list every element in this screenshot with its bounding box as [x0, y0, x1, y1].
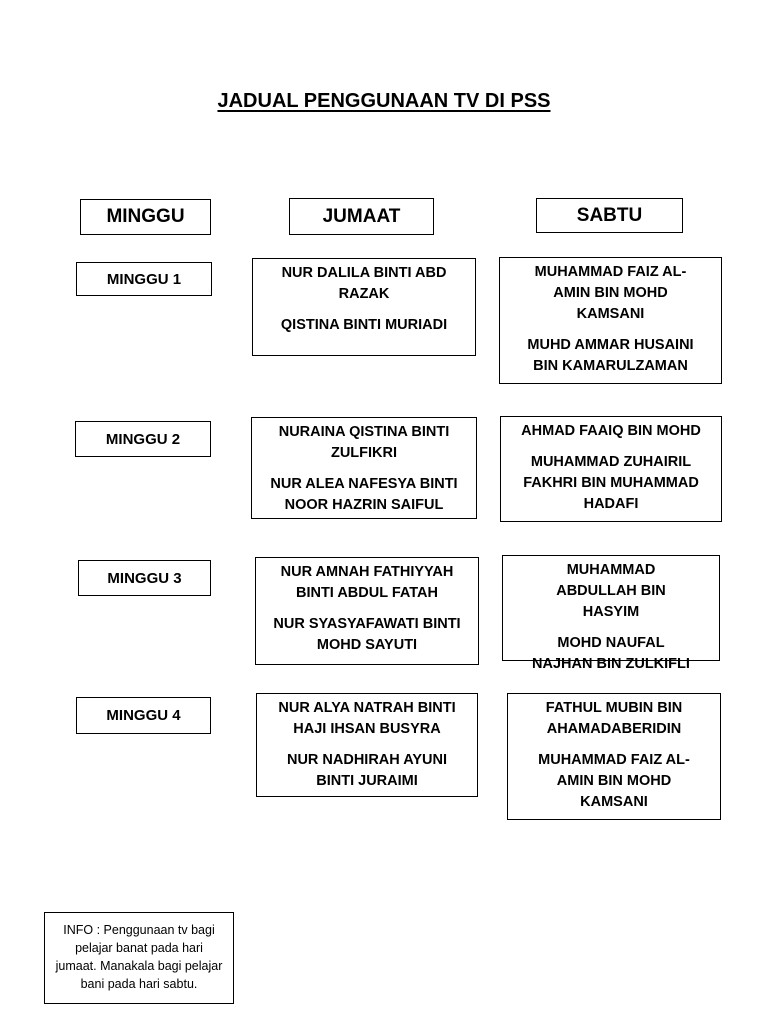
week-2-sabtu-box: [500, 416, 722, 522]
week-3-label-box: [78, 560, 211, 596]
week-3-jumaat-box: [255, 557, 479, 665]
week-3-label: MINGGU 3: [107, 569, 182, 587]
week-3-jumaat-name-2: NUR SYASYAFAWATI BINTI MOHD SAYUTI: [273, 616, 461, 653]
header-sabtu: [536, 198, 683, 233]
week-1-label: MINGGU 1: [106, 270, 182, 288]
week-1-jumaat-box: [252, 258, 476, 356]
week-1-jumaat-name-1: NUR DALILA BINTI ABD RAZAK: [281, 265, 447, 302]
week-4-label: MINGGU 4: [106, 707, 181, 724]
week-1-jumaat-name-2: QISTINA BINTI MURIADI: [280, 317, 448, 333]
week-4-label-box: [76, 697, 211, 734]
week-2-label: MINGGU 2: [105, 430, 181, 448]
week-4-jumaat-name-2: NUR NADHIRAH AYUNI BINTI JURAIMI: [286, 752, 448, 789]
header-minggu: [80, 199, 211, 235]
week-2-jumaat-name-2: NUR ALEA NAFESYA BINTI NOOR HAZRIN SAIFUL: [270, 476, 458, 513]
week-4-jumaat-box: [256, 693, 478, 797]
info-note: [44, 912, 234, 1004]
week-3-jumaat-name-1: NUR AMNAH FATHIYYAH BINTI ABDUL FATAH: [280, 564, 454, 601]
week-4-sabtu-box: [507, 693, 721, 820]
week-1-label-box: [76, 262, 212, 296]
week-2-jumaat-name-1: NURAINA QISTINA BINTI ZULFIKRI: [278, 424, 450, 461]
page-title-text: JADUAL PENGGUNAAN TV DI PSS: [217, 90, 551, 112]
week-1-sabtu-box: [499, 257, 722, 384]
week-3-sabtu-box: [502, 555, 720, 672]
week-4-sabtu-name-2: MUHAMMAD FAIZ AL-AMIN BIN MOHD KAMSANI: [538, 752, 690, 810]
week-3-sabtu-name-2: MOHD NAUFAL NAJHAN BIN ZULKIFLI: [532, 635, 690, 672]
week-2-label-box: [75, 421, 211, 457]
header-sabtu-label: SABTU: [576, 204, 643, 226]
week-2-sabtu-name-2: MUHAMMAD ZUHAIRIL FAKHRI BIN MUHAMMAD HADAFI: [523, 454, 699, 512]
week-3-sabtu-name-1: MUHAMMAD ABDULLAH BIN HASYIM: [556, 562, 666, 620]
week-4-jumaat-name-1: NUR ALYA NATRAH BINTI HAJI IHSAN BUSYRA: [278, 700, 456, 737]
week-4-sabtu-name-1: FATHUL MUBIN BIN AHAMADABERIDIN: [545, 700, 683, 737]
week-2-sabtu-name-1: AHMAD FAAIQ BIN MOHD: [521, 423, 701, 439]
header-minggu-label: MINGGU: [106, 206, 185, 227]
info-text: INFO : Penggunaan tv bagi pelajar banat pada hari jumaat. Manakala bagi pelajar bani pada hari sabtu.: [55, 923, 223, 991]
header-jumaat-label: JUMAAT: [322, 205, 401, 227]
page-title: [0, 90, 768, 113]
week-2-jumaat-box: [251, 417, 477, 519]
week-1-sabtu-name-2: MUHD AMMAR HUSAINI BIN KAMARULZAMAN: [527, 337, 694, 374]
header-jumaat: [289, 198, 434, 235]
week-1-sabtu-name-1: MUHAMMAD FAIZ AL-AMIN BIN MOHD KAMSANI: [534, 264, 687, 322]
